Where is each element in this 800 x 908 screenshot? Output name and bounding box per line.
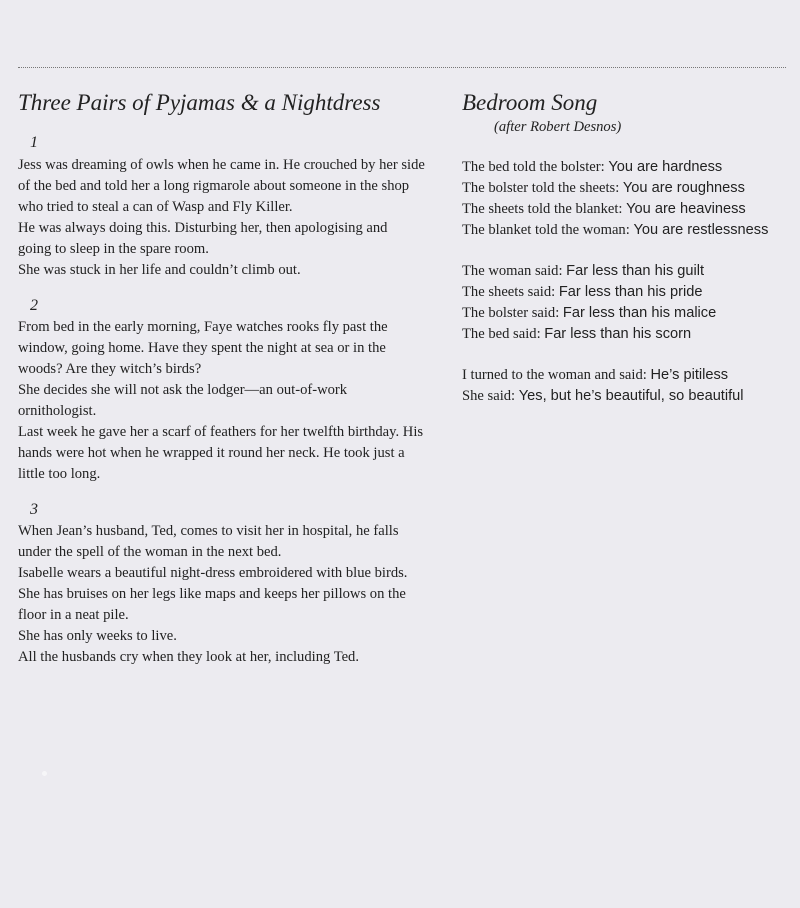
section-number: 2 xyxy=(30,297,38,314)
verse-speech: You are restlessness xyxy=(633,222,769,238)
text-line: hands were hot when he wrapped it round her neck. He took just a xyxy=(18,445,405,461)
poem-left xyxy=(18,88,438,668)
verse-narration: The woman said: xyxy=(462,263,567,279)
verse-narration: The blanket told the woman: xyxy=(462,222,634,238)
verse-speech: You are heaviness xyxy=(626,201,746,217)
dotted-divider xyxy=(18,67,786,68)
section-1-text xyxy=(18,155,438,281)
poem-section-3 xyxy=(18,499,438,668)
text-line: little too long. xyxy=(18,466,101,482)
verse-narration: The bed said: xyxy=(462,326,545,342)
text-line: She was stuck in her life and couldn’t climb out. xyxy=(18,262,301,278)
text-line: She has only weeks to live. xyxy=(18,628,177,644)
text-line: woods? Are they witch’s birds? xyxy=(18,361,202,377)
text-line: From bed in the early morning, Faye watches rooks fly past the xyxy=(18,319,388,335)
verse-narration: She said: xyxy=(462,388,519,404)
text-line: Jess was dreaming of owls when he came in. He crouched by her side xyxy=(18,157,425,173)
verse-narration: The sheets said: xyxy=(462,284,559,300)
verse-narration: The sheets told the blanket: xyxy=(462,201,627,217)
paper-speck xyxy=(42,771,47,776)
verse-narration: The bed told the bolster: xyxy=(462,159,609,175)
verse-line xyxy=(462,386,787,407)
text-line: Isabelle wears a beautiful night-dress embroidered with blue birds. xyxy=(18,565,408,581)
poem-title-pyjamas: Three Pairs of Pyjamas & a Nightdress xyxy=(18,90,381,115)
stanza-2 xyxy=(462,261,787,345)
poem-subtitle: (after Robert Desnos) xyxy=(494,119,622,135)
text-line: She has bruises on her legs like maps and keeps her pillows on the xyxy=(18,586,406,602)
text-line: going to sleep in the spare room. xyxy=(18,241,209,257)
stanza-1 xyxy=(462,157,787,241)
text-line: She decides she will not ask the lodger—an out-of-work xyxy=(18,382,348,398)
poem-section-1 xyxy=(18,132,438,281)
poem-right xyxy=(462,88,787,407)
verse-narration: The bolster said: xyxy=(462,305,563,321)
verse-line xyxy=(462,282,787,303)
text-line: floor in a neat pile. xyxy=(18,607,129,623)
text-line: ornithologist. xyxy=(18,403,97,419)
verse-speech: He’s pitiless xyxy=(650,367,729,383)
verse-speech: Yes, but he’s beautiful, so beautiful xyxy=(518,388,744,404)
verse-speech: Far less than his scorn xyxy=(544,326,692,342)
text-line: Last week he gave her a scarf of feathers for her twelfth birthday. His xyxy=(18,424,424,440)
verse-line xyxy=(462,157,787,178)
text-line: of the bed and told her a long rigmarole about someone in the shop xyxy=(18,178,410,194)
text-line: under the spell of the woman in the next bed. xyxy=(18,544,282,560)
verse-narration: The bolster told the sheets: xyxy=(462,180,623,196)
text-line: window, going home. Have they spent the night at sea or in the xyxy=(18,340,386,356)
verse-line xyxy=(462,220,787,241)
text-line: When Jean’s husband, Ted, comes to visit her in hospital, he falls xyxy=(18,523,399,539)
text-line: All the husbands cry when they look at her, including Ted. xyxy=(18,649,360,665)
poem-section-2 xyxy=(18,295,438,485)
section-3-text xyxy=(18,521,438,668)
verse-speech: You are roughness xyxy=(622,180,745,196)
text-line: He was always doing this. Disturbing her, then apologising and xyxy=(18,220,388,236)
verse-speech: You are hardness xyxy=(608,159,723,175)
text-line: who tried to steal a can of Wasp and Fly Killer. xyxy=(18,199,293,215)
stanza-3 xyxy=(462,365,787,407)
section-number: 3 xyxy=(30,501,38,518)
verse-speech: Far less than his malice xyxy=(562,305,717,321)
verse-speech: Far less than his pride xyxy=(558,284,703,300)
verse-line xyxy=(462,324,787,345)
verse-line xyxy=(462,199,787,220)
verse-line xyxy=(462,261,787,282)
verse-speech: Far less than his guilt xyxy=(566,263,705,279)
section-2-text xyxy=(18,317,438,485)
poem-title-bedroom-song: Bedroom Song xyxy=(462,90,598,115)
verse-narration: I turned to the woman and said: xyxy=(462,367,651,383)
verse-line xyxy=(462,178,787,199)
verse-line xyxy=(462,303,787,324)
verse-line xyxy=(462,365,787,386)
section-number: 1 xyxy=(30,134,38,151)
